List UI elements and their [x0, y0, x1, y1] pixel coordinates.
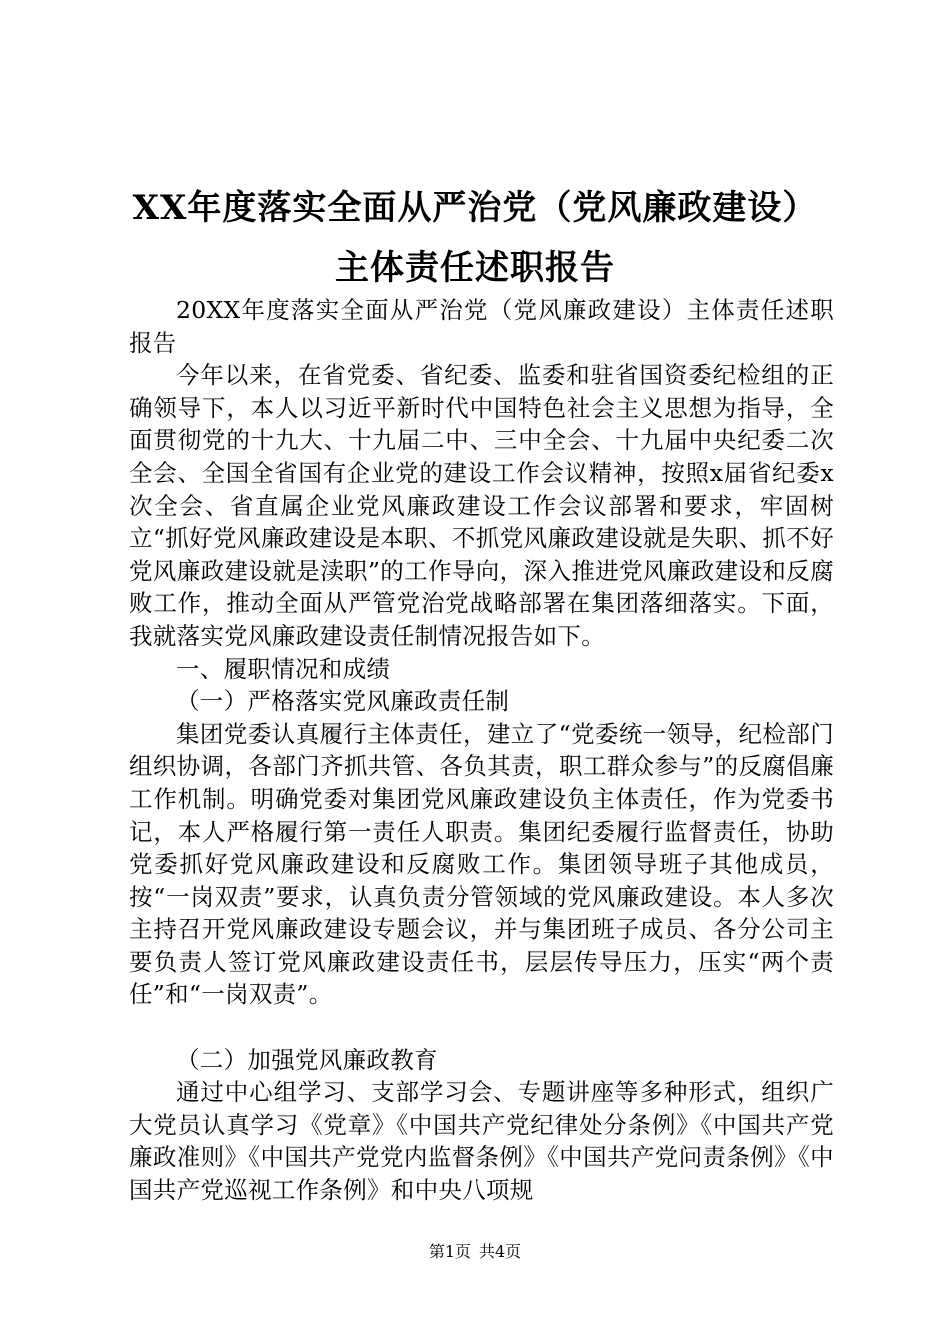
- subsection-heading-2: （二）加强党风廉政教育: [176, 1045, 438, 1074]
- subsection-heading-1: （一）严格落实党风廉政责任制: [176, 687, 510, 716]
- page-number-current: 第1页: [428, 1242, 471, 1261]
- paragraph-subtitle: 20XX年度落实全面从严治党（党风廉政建设）主体责任述职报告: [129, 296, 834, 357]
- page-footer: [0, 1242, 950, 1262]
- paragraph-responsibility: 集团党委认真履行主体责任，建立了“党委统一领导，纪检部门组织协调，各部门齐抓共管、各负其责，职工群众参与”的反腐倡廉工作机制。明确党委对集团党风廉政建设负主体责任，作为党委书记，本人严格履行第一责任人职责。集团纪委履行监督责任，协助党委抓好党风廉政建设和反腐败工作。集团领导班子其他成员，按“一岗双责”要求，认真负责分管领域的党风廉政建设。本人多次主持召开党风廉政建设专题会议，并与集团班子成员、各分公司主要负责人签订党风廉政建设责任书，层层传导压力，压实“两个责任”和“一岗双责”。: [129, 719, 834, 1009]
- paragraph-education: 通过中心组学习、支部学习会、专题讲座等多种形式，组织广大党员认真学习《党章》《中国共产党纪律处分条例》《中国共产党廉政准则》《中国共产党党内监督条例》《中国共产党问责条例》《中国共产党巡视工作条例》和中央八项规: [129, 1078, 834, 1205]
- section-heading-1: 一、履职情况和成绩: [176, 654, 391, 683]
- paragraph-intro: 今年以来，在省党委、省纪委、监委和驻省国资委纪检组的正确领导下，本人以习近平新时代中国特色社会主义思想为指导，全面贯彻党的十九大、十九届二中、三中全会、十九届中央纪委二次全会、全国全省国有企业党的建设工作会议精神，按照x届省纪委x次全会、省直属企业党风廉政建设工作会议部署和要求，牢固树立“抓好党风廉政建设是本职、不抓党风廉政建设就是失职、抓不好党风廉政建设就是渎职”的工作导向，深入推进党风廉政建设和反腐败工作，推动全面从严管党治党战略部署在集团落细落实。下面，我就落实党风廉政建设责任制情况报告如下。: [129, 361, 834, 650]
- page-number-total: 共4页: [479, 1242, 522, 1261]
- document-title-line-2: 主体责任述职报告: [335, 248, 615, 288]
- document-body: [129, 294, 834, 1207]
- document-title-line-1: XX年度落实全面从严治党（党风廉政建设）: [132, 188, 818, 228]
